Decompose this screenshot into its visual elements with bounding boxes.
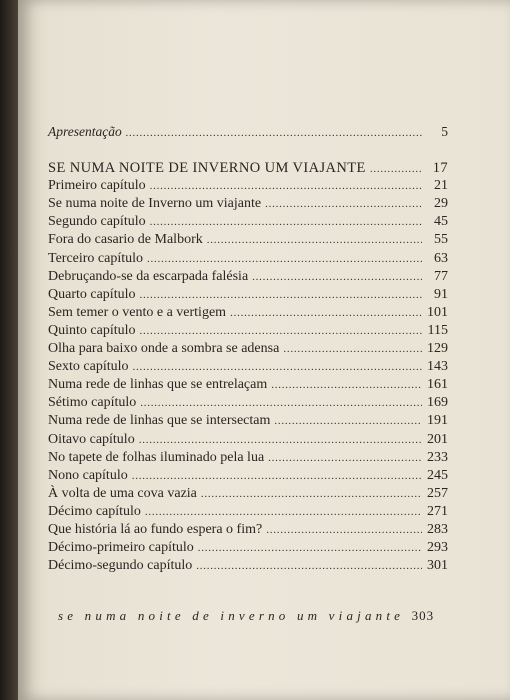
toc-entry-page: 245 [427,467,448,483]
dot-leader [147,253,422,265]
dot-leader [139,434,422,446]
dot-leader [140,325,423,337]
toc-entry [48,214,448,232]
toc-entry [48,450,448,468]
table-of-contents [48,124,448,576]
dot-leader [252,271,422,283]
toc-entry [48,196,448,214]
toc-entry-title: Olha para baixo onde a sombra se adensa [48,341,280,357]
dot-leader [266,524,422,536]
toc-entry-page: 29 [434,196,448,212]
toc-entry-page: 17 [432,160,448,177]
toc-entry-page: 129 [427,341,448,357]
running-footer [58,608,458,624]
toc-entry-title: No tapete de folhas iluminado pela lua [48,449,265,465]
dot-leader [196,560,422,572]
toc-entry [48,341,448,359]
toc-entry-page: 101 [427,304,448,320]
toc-entry-page: 161 [427,377,448,393]
toc-entry [48,504,448,522]
toc-entry-title: Segundo capítulo [48,214,146,230]
dot-leader [271,379,422,391]
toc-entry-page: 169 [427,395,448,411]
toc-entry-title: Terceiro capítulo [48,250,144,266]
dot-leader [198,542,422,554]
toc-entry [48,522,448,540]
toc-entry-page: 191 [427,413,448,429]
dot-leader [265,198,422,210]
toc-entry-page: 45 [434,214,448,230]
toc-entry-page: 77 [434,268,448,284]
toc-entry-page: 5 [441,124,448,139]
dot-leader [126,127,422,139]
toc-entry-title: Debruçando-se da escarpada falésia [48,268,249,284]
toc-entry-title: Sem temer o vento e a vertigem [48,304,227,320]
toc-entry-title: Décimo-segundo capítulo [48,558,193,574]
toc-entry [48,558,448,576]
dot-leader [132,470,422,482]
toc-entry-title: Sexto capítulo [48,359,129,375]
toc-entry-title: Fora do casario de Malbork [48,232,203,248]
toc-entry-page: 293 [427,540,448,556]
toc-entry [48,287,448,305]
dot-leader [207,234,422,246]
toc-entry-page: 63 [434,250,448,266]
toc-entry-page: 271 [427,503,448,519]
toc-entry-page: 201 [427,431,448,447]
dot-leader [150,180,422,192]
dot-leader [370,163,422,175]
dot-leader [139,289,422,301]
dot-leader [274,415,422,427]
toc-entry [48,468,448,486]
toc-entry-title: Sétimo capítulo [48,395,137,411]
toc-entry [48,251,448,269]
dot-leader [230,307,422,319]
toc-entry-page: 233 [427,449,448,465]
toc-entry-title: Décimo capítulo [48,503,141,519]
dot-leader [145,506,422,518]
toc-entry [48,395,448,413]
toc-entry-title: Nono capítulo [48,467,128,483]
toc-entry-title: Quarto capítulo [48,286,136,302]
toc-entry [48,359,448,377]
toc-entry [48,486,448,504]
toc-entry [48,178,448,196]
toc-entry-list [48,178,448,576]
toc-entry [48,377,448,395]
dot-leader [140,397,422,409]
toc-entry-title: À volta de uma cova vazia [48,485,197,501]
toc-entry-title: Apresentação [48,124,122,139]
toc-entry [48,269,448,287]
toc-entry-title: Quinto capítulo [48,322,136,338]
toc-entry-title: Primeiro capítulo [48,178,146,194]
toc-entry-title: Décimo-primeiro capítulo [48,540,194,556]
toc-entry-page: 21 [434,178,448,194]
toc-entry-intro [48,124,448,142]
dot-leader [268,452,422,464]
toc-entry-page: 115 [427,322,448,338]
toc-entry [48,323,448,341]
toc-entry-main-title [48,160,448,178]
toc-entry [48,232,448,250]
dot-leader [133,361,423,373]
toc-entry-page: 143 [427,359,448,375]
dot-leader [201,488,422,500]
toc-entry-title: Numa rede de linhas que se intersectam [48,413,271,429]
toc-entry-page: 301 [427,558,448,574]
toc-entry-title: Numa rede de linhas que se entrelaçam [48,377,268,393]
toc-entry-title: SE NUMA NOITE DE INVERNO UM VIAJANTE [48,160,366,177]
toc-entry [48,432,448,450]
page-number: 303 [411,608,435,623]
toc-entry [48,413,448,431]
dot-leader [283,343,422,355]
toc-entry-page: 55 [434,232,448,248]
toc-entry-title: Oitavo capítulo [48,431,135,447]
toc-entry-page: 91 [434,286,448,302]
toc-entry-page: 257 [427,485,448,501]
toc-entry-title: Se numa noite de Inverno um viajante [48,196,262,212]
toc-entry-page: 283 [427,521,448,537]
book-spine-shadow [0,0,18,700]
running-title: se numa noite de inverno um viajante [58,608,405,623]
toc-entry [48,540,448,558]
toc-entry-title: Que história lá ao fundo espera o fim? [48,521,263,537]
toc-entry [48,305,448,323]
dot-leader [150,216,422,228]
